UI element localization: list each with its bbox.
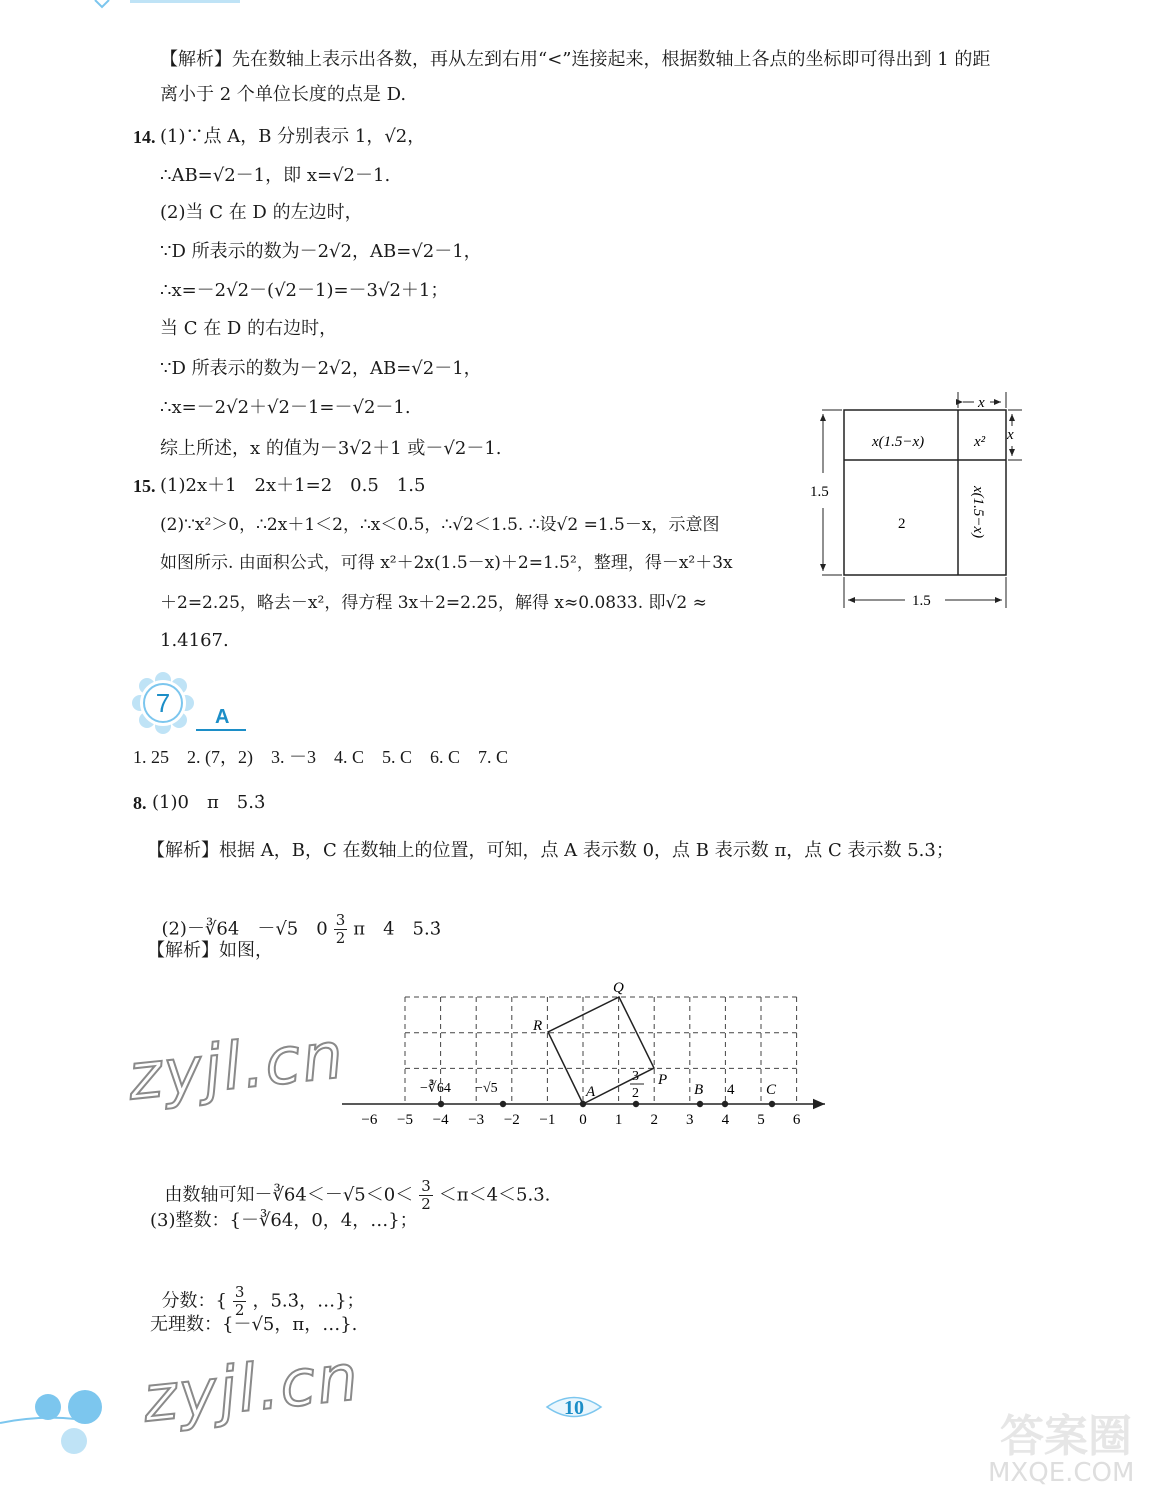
point-dot — [697, 1101, 703, 1107]
tick-label: 6 — [792, 1112, 801, 1128]
answer-row: 1. 25 2. (7，2) 3. －3 4. C 5. C 6. C 7. C — [133, 747, 509, 767]
point-label-cbrt64: −∛64 — [420, 1081, 451, 1096]
point-label-sqrt5: −√5 — [475, 1081, 498, 1096]
point-dot — [438, 1101, 444, 1107]
solution-line: ∵D 所表示的数为－2√2，AB=√2－1， — [160, 241, 482, 262]
solution-line: ∵D 所表示的数为－2√2，AB=√2－1， — [160, 358, 482, 379]
solution-line: 1.4167. — [160, 630, 229, 651]
frac-num: 3 — [632, 1069, 639, 1084]
tick-label: −4 — [432, 1112, 449, 1128]
cell-label: x(1.5−x) — [970, 486, 986, 539]
cell-label: x² — [974, 434, 986, 450]
point-label-4: 4 — [727, 1082, 735, 1098]
solution-line — [150, 1258, 365, 1319]
tick-label: 4 — [721, 1112, 730, 1128]
cell-label: x(1.5−x) — [872, 434, 925, 450]
tick-label: 3 — [686, 1112, 694, 1128]
point-label-r: R — [533, 1018, 543, 1034]
watermark-text: zyjl.cn — [139, 1340, 364, 1438]
section-number: 7 — [155, 688, 171, 718]
point-dot — [769, 1101, 775, 1107]
dim-label: 1.5 — [810, 484, 829, 500]
fraction: $\frac{3}{2}$ — [234, 1283, 245, 1319]
fraction: $\frac{3}{2}$ — [335, 911, 346, 947]
brand-watermark: 答案圈 — [1000, 1411, 1132, 1462]
solution-line: ∴AB=√2－1，即 x=√2－1. — [160, 165, 391, 186]
point-dot — [633, 1101, 639, 1107]
point-dot — [500, 1101, 506, 1107]
point-label-c: C — [766, 1082, 777, 1098]
conclusion-a: 由数轴可知－∛64＜－√5＜0＜ — [164, 1184, 414, 1206]
section-letter: A — [215, 706, 230, 728]
tick-label: 5 — [757, 1112, 765, 1128]
solution-line: (1)∵点 A，B 分别表示 1，√2， — [160, 126, 426, 147]
tick-label: 0 — [579, 1112, 587, 1128]
tick-label: 2 — [650, 1112, 658, 1128]
point-label-b: B — [694, 1082, 704, 1098]
solution-line: 综上所述，x 的值为－3√2＋1 或－√2－1. — [160, 438, 502, 459]
point-label-p: P — [658, 1072, 668, 1088]
analysis-line: 【解析】先在数轴上表示出各数，再从左到右用“<”连接起来，根据数轴上各点的坐标即可得出到 1 的距 — [160, 49, 991, 70]
point-dot — [722, 1101, 728, 1107]
square-area-figure — [800, 388, 1040, 618]
watermark-text: zyjl.cn — [124, 1018, 349, 1116]
tick-label: −2 — [503, 1112, 520, 1128]
solution-line — [153, 1152, 550, 1213]
analysis-line: 离小于 2 个单位长度的点是 D. — [160, 84, 407, 105]
frac-den: 2 — [632, 1086, 639, 1101]
solution-line: ∴x=－2√2＋√2－1=－√2－1. — [160, 397, 411, 418]
solution-line: 如图所示. 由面积公式，可得 x²＋2x(1.5－x)＋2=1.5²，整理，得－x²＋3x — [160, 553, 733, 573]
tick-label: −1 — [539, 1112, 556, 1128]
analysis-line: 【解析】如图， — [147, 940, 273, 961]
solution-line: (2)当 C 在 D 的左边时， — [160, 202, 363, 223]
solution-line: (3)整数：{－∛64，0，4，…}； — [150, 1210, 418, 1231]
analysis-line: 【解析】根据 A，B，C 在数轴上的位置，可知，点 A 表示数 0，点 B 表示数 π，点 C 表示数 5.3̇； — [147, 840, 954, 861]
q8-part2-b: π 4 5.3̇ — [353, 918, 442, 940]
fraction-set-rest: ，5.3̇，…}； — [252, 1290, 365, 1312]
tick-label: 1 — [614, 1112, 623, 1128]
conclusion-b: ＜π＜4＜5.3̇. — [438, 1184, 551, 1206]
section-underline — [196, 729, 246, 731]
q8-part2-a: (2)－∛64 －√5 0 — [161, 918, 328, 940]
solution-line: (1)2x＋1 2x＋1=2 0.5 1.5 — [160, 475, 426, 496]
solution-line: ＋2=2.25，略去－x²，得方程 3x＋2=2.25，解得 x≈0.0833. 即√2 ≈ — [160, 593, 707, 613]
tick-label: −5 — [397, 1112, 413, 1128]
section-badge — [132, 672, 194, 734]
brand-url: MXQE.COM — [988, 1458, 1135, 1488]
header-decoration — [90, 0, 250, 12]
number-line-figure — [330, 970, 840, 1130]
solution-line: ∴x=－2√2－(√2－1)=－3√2＋1； — [160, 280, 449, 301]
fraction: $\frac{3}{2}$ — [421, 1177, 431, 1213]
dim-label: 1.5 — [912, 593, 931, 609]
point-dot — [580, 1101, 586, 1107]
footer-bubbles — [0, 1385, 120, 1460]
question-number: 15. — [133, 476, 156, 496]
solution-line: 当 C 在 D 的右边时， — [160, 318, 338, 339]
solution-line: (1)0 π 5.3̇ — [152, 792, 266, 813]
page-number-badge — [543, 1390, 605, 1424]
question-number: 14. — [133, 127, 156, 147]
page-number: 10 — [564, 1397, 584, 1419]
dim-label: x — [1007, 427, 1014, 443]
tick-label: −6 — [361, 1112, 378, 1128]
dim-label: x — [978, 395, 985, 411]
point-label-a: A — [586, 1084, 596, 1100]
solution-line: 无理数：{－√5，π，…}. — [150, 1314, 358, 1335]
tick-label: −3 — [468, 1112, 485, 1128]
question-number: 8. — [133, 793, 147, 813]
solution-line: (2)∵x²＞0，∴2x＋1＜2，∴x＜0.5，∴√2＜1.5. ∴设√2 =1.5－x，示意图 — [160, 515, 720, 535]
fraction-set-open: 分数：{ — [161, 1290, 227, 1312]
cell-label: 2 — [898, 516, 906, 532]
point-label-q: Q — [613, 980, 624, 996]
